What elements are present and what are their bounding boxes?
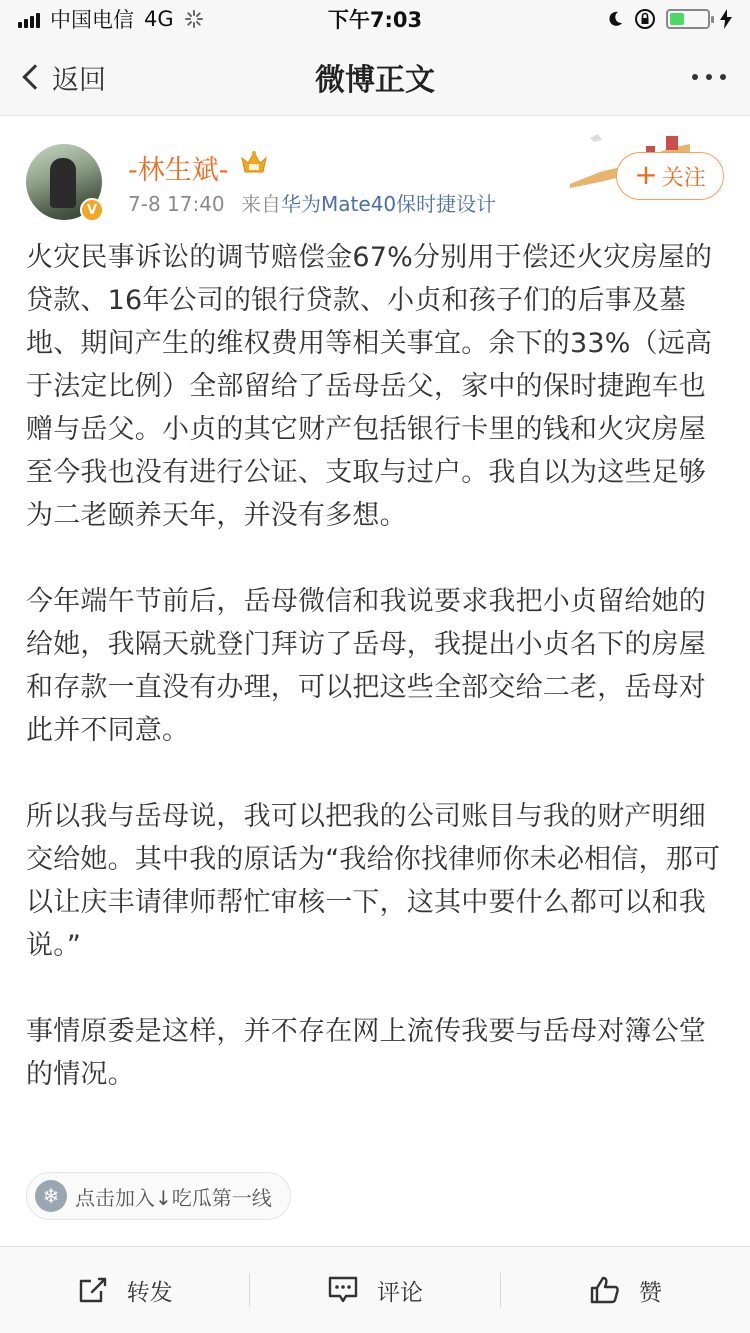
nav-bar — [0, 38, 750, 116]
action-bar — [0, 1246, 750, 1333]
device-link[interactable]: 华为Mate40保时捷设计 — [281, 192, 497, 216]
post-header — [0, 116, 750, 224]
post-paragraph: 事情原委是这样，并不存在网上流传我要与岳母对簿公堂的情况。 — [26, 1016, 706, 1090]
rotation-lock-icon — [634, 8, 656, 30]
chevron-left-icon — [22, 64, 47, 89]
crown-icon[interactable] — [240, 150, 268, 176]
page-title: 微博正文 — [315, 62, 435, 98]
status-right — [606, 8, 732, 30]
back-button[interactable] — [20, 38, 106, 116]
thumbs-up-icon — [589, 1275, 621, 1305]
moon-icon — [606, 10, 624, 28]
like-label: 赞 — [638, 1279, 662, 1306]
post-paragraph: 所以我与岳母说，我可以把我的公司账目与我的财产明细交给她。其中我的原话为“我给你找律师你未必相信，那可以让庆丰请律师帮忙审核一下，这其中要什么都可以和我说。” — [26, 801, 721, 961]
topic-label: 点击加入↓吃瓜第一线 — [75, 1185, 272, 1210]
like-button[interactable] — [501, 1247, 750, 1333]
post-meta — [128, 188, 496, 217]
follow-button[interactable] — [616, 152, 724, 200]
status-time: 下午7:03 — [327, 8, 423, 32]
comment-icon — [327, 1275, 359, 1305]
repost-label: 转发 — [126, 1279, 173, 1306]
topic-tag[interactable] — [26, 1172, 291, 1220]
comment-button[interactable] — [250, 1247, 499, 1333]
post-paragraph: 今年端午节前后，岳母微信和我说要求我把小贞留给她的给她，我隔天就登门拜访了岳母，我提出小贞名下的房屋和存款一直没有办理，可以把这些全部交给二老，岳母对此并不同意。 — [26, 586, 706, 746]
share-icon — [77, 1275, 109, 1305]
snowflake-icon: ❄ — [35, 1180, 67, 1212]
charging-icon — [720, 9, 732, 29]
post-timestamp: 7-8 17:40 — [128, 192, 225, 216]
post-paragraph: 火灾民事诉讼的调节赔偿金67%分别用于偿还火灾房屋的贷款、16年公司的银行贷款、小贞和孩子们的后事及墓地、期间产生的维权费用等相关事宜。余下的33%（远高于法定比例）全部留给了岳母岳父，家中的保时捷跑车也赠与岳父。小贞的其它财产包括银行卡里的钱和火灾房屋至今我也没有进行公证、支取与过户。我自以为这些足够为二老颐养天年，并没有多想。 — [26, 242, 713, 531]
signal-icon — [18, 10, 40, 28]
source-prefix: 来自 — [241, 192, 282, 216]
back-label: 返回 — [52, 64, 106, 96]
username[interactable]: -林生斌- — [128, 155, 229, 186]
carrier-name: 中国电信 — [50, 8, 134, 32]
loading-icon — [184, 9, 204, 29]
verified-badge-icon: V — [80, 198, 104, 222]
repost-button[interactable] — [0, 1247, 249, 1333]
more-icon[interactable] — [692, 38, 726, 116]
post-body — [26, 236, 726, 1139]
plus-icon: + — [634, 157, 658, 191]
follow-label: 关注 — [661, 165, 706, 191]
status-bar — [0, 0, 750, 38]
status-left — [18, 4, 204, 34]
battery-level — [670, 13, 684, 25]
comment-label: 评论 — [376, 1279, 423, 1306]
network-type: 4G — [144, 7, 174, 31]
battery-icon — [666, 9, 710, 29]
